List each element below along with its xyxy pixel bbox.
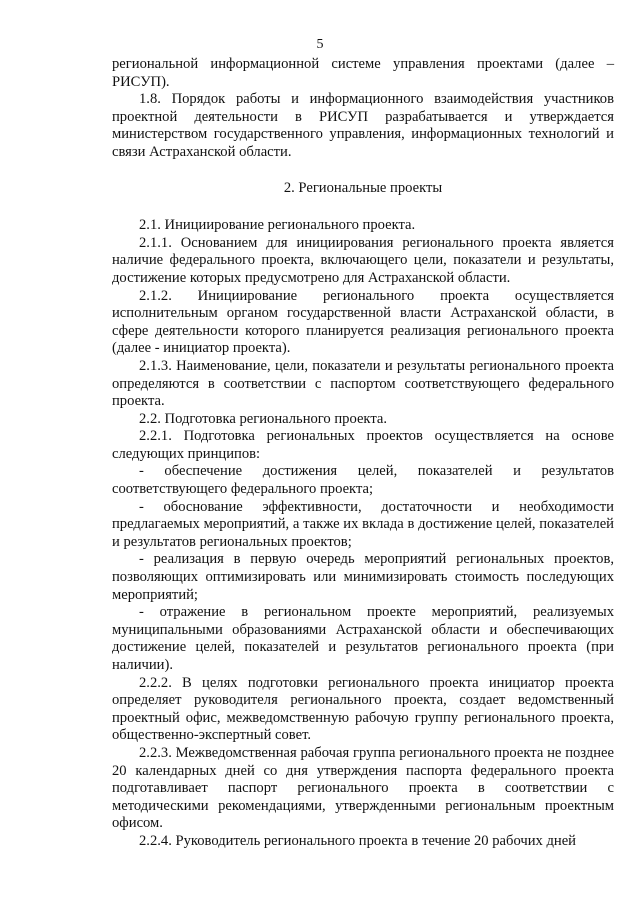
paragraph-2-2-1: 2.2.1. Подготовка региональных проектов осуществляется на основе следующих принципов: (112, 428, 614, 462)
paragraph-2-2-2: 2.2.2. В целях подготовки регионального проекта инициатор проекта определяет руководителя регионального проекта, создает ведомственный проектный офис, межведомственную рабочую группу регионального проекта, общественно-экспертный совет. (112, 674, 614, 744)
section-heading: 2. Региональные проекты (283, 179, 443, 196)
paragraph-2-2-4: 2.2.4. Руководитель регионального проекта в течение 20 рабочих дней (139, 832, 576, 849)
paragraph-2-2-3: 2.2.3. Межведомственная рабочая группа регионального проекта не позднее 20 календарных дней со дня утверждения паспорта федерального проекта подготавливает паспорт регионального проекта в соответствии с методическими рекомендациями, утвержденными региональным проектным офисом. (112, 744, 614, 832)
paragraph-2-1: 2.1. Инициирование регионального проекта. (139, 217, 416, 234)
paragraph-continuation: региональной информационной системе управления проектами (далее – РИСУП). (112, 56, 614, 90)
list-item: - обоснование эффективности, достаточности и необходимости предлагаемых мероприятий, а также их вклада в достижение целей, показателей и результатов региональных проектов; (112, 498, 614, 550)
document-body (112, 56, 614, 851)
paragraph-1-8: 1.8. Порядок работы и информационного взаимодействия участников проектной деятельности в РИСУП разрабатывается и утверждается министерством государственного управления, информационных технологий и связи Астраханской области. (112, 91, 614, 160)
list-item: - обеспечение достижения целей, показателей и результатов соответствующего федерального проекта; (112, 463, 614, 498)
paragraph-2-1-2: 2.1.2. Инициирование регионального проекта осуществляется исполнительным органом государственной власти Астраханской области, в сфере деятельности которого планируется реализация регионального проекта (далее - инициатор проекта). (112, 287, 614, 357)
list-item: - отражение в региональном проекте мероприятий, реализуемых муниципальными образованиями Астраханской области и обеспечивающих достижение целей, показателей и результатов регионального проекта (при наличии). (112, 604, 614, 673)
list-item: - реализация в первую очередь мероприятий региональных проектов, позволяющих оптимизировать или минимизировать стоимость последующих мероприятий; (112, 551, 614, 603)
paragraph-2-1-1: 2.1.1. Основанием для инициирования регионального проекта является наличие федерального проекта, включающего цели, показатели и результаты, достижение которых предусмотрено для Астраханской области. (112, 234, 614, 286)
paragraph-2-2: 2.2. Подготовка регионального проекта. (139, 410, 388, 427)
paragraph-2-1-3: 2.1.3. Наименование, цели, показатели и результаты регионального проекта определяются в соответствии с паспортом соответствующего федерального проекта. (112, 357, 614, 410)
page-number: 5 (316, 37, 324, 52)
